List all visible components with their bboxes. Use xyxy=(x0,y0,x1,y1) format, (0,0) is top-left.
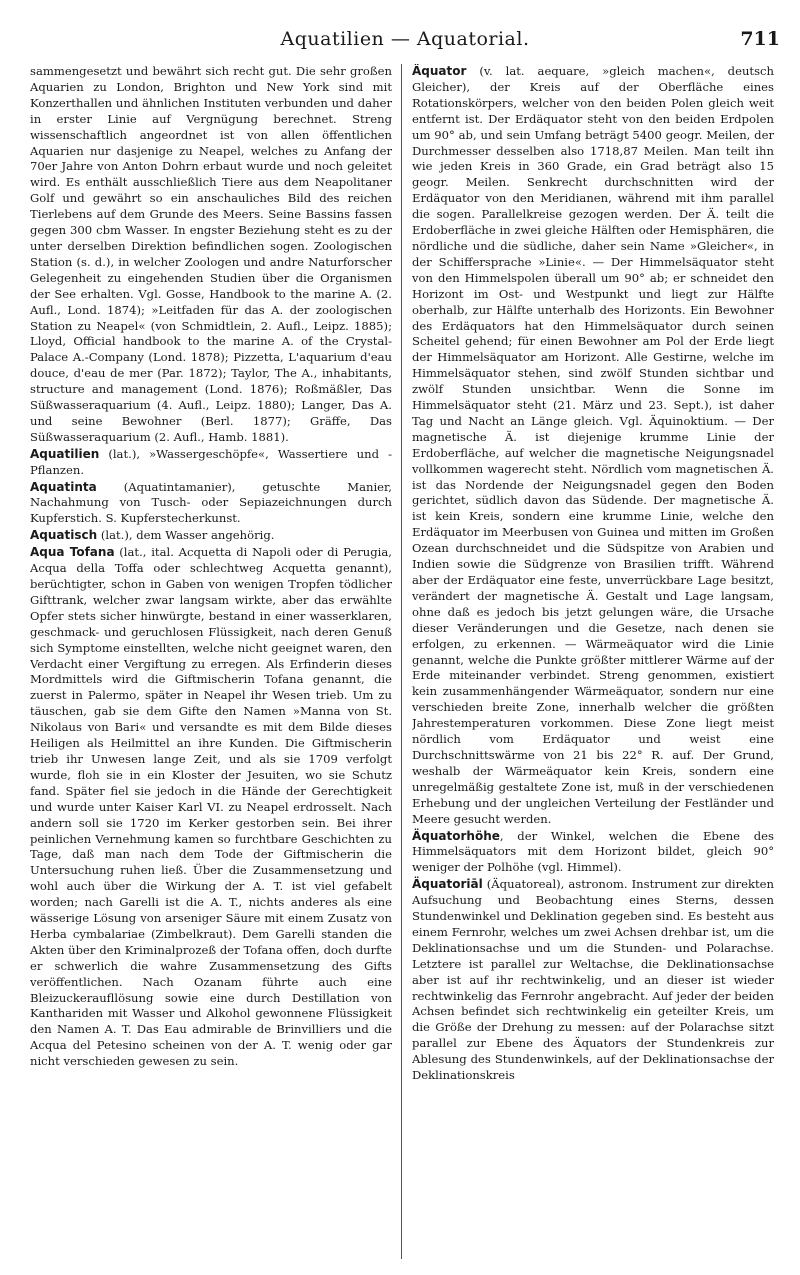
entry-headword: Aquatisch xyxy=(30,528,98,543)
entry-text: , der Winkel, welchen die Ebene des Himmelsäquators mit dem Horizont bildet, gleich 90° weniger der Polhöhe (vgl. Himmel). xyxy=(412,828,774,875)
entry-text: (v. lat. aequare, »gleich machen«, deutsch Gleicher), der Kreis auf der Oberfläche eines Rotationskörpers, welcher von den beiden Polen gleich weit entfernt ist. Der Erdäquator steht von den beiden Erdpolen um 90° ab, und sein Umfang beträgt 5400 geogr. Meilen, der Durchmesser desselben also 1718,87 Meilen. Man teilt ihn wie jeden Kreis in 360 Grade, ein Grad beträgt also 15 geogr. Meilen. Senkrecht durchschnitten wird der Erdäquator von den Meridianen, während mit ihm parallel die sogen. Parallelkreise gezogen werden. Der Ä. teilt die Erdoberfläche in zwei gleiche Hälften oder Hemisphären, die nördliche und die südliche, daher sein Name »Gleicher«, in der Schiffersprache »Linie«. — Der Himmelsäquator steht von den Himmelspolen überall um 90° ab; er schneidet den Horizont im Ost- und Westpunkt und liegt zur Hälfte oberhalb, zur Hälfte unterhalb des Horizonts. Ein Bewohner des Erdäquators hat den Himmelsäquator durch seinen Scheitel gehend; für einen Bewohner am Pol der Erde liegt der Himmelsäquator am Horizont. Alle Gestirne, welche im Himmelsäquator stehen, sind zwölf Stunden sichtbar und zwölf Stunden unsichtbar. Wenn die Sonne im Himmelsäquator steht (21. März und 23. Sept.), ist daher Tag und Nacht an Länge gleich. Vgl. Äquinoktium. — Der magnetische Ä. ist diejenige krumme Linie der Erdoberfläche, auf welcher die magnetische Neigungsnadel vollkommen wagerecht steht. Nördlich vom magnetischen Ä. ist das Nordende der Neigungsnadel gegen den Boden gerichtet, südlich davon das Südende. Der magnetische Ä. ist kein Kreis, sondern eine krumme Linie, welche den Erdäquator im Meerbusen von Guinea und mitten im Großen Ozean durchschneidet und die Südspitze von Arabien und Indien sowie die Südgrenze von Brasilien trifft. Während aber der Erdäquator eine feste, unverrückbare Lage besitzt, verändert der magnetische Ä. Gestalt und Lage langsam, ohne daß es jedoch bis jetzt gelungen wäre, die Ursache dieser Veränderungen und die Gesetze, nach denen sie erfolgen, zu erkennen. — Wärmeäquator wird die Linie genannt, welche die Punkte größter mittlerer Wärme auf der Erde miteinander verbindet. Streng genommen, existiert kein zusammenhängender Wärmeäquator, sondern nur eine verschieden breite Zone, innerhalb welcher die größten Jahrestemperaturen vorkommen. Diese Zone liegt meist nördlich vom Erdäquator und weist eine Durchschnittswärme von 21 bis 22° R. auf. Der Grund, weshalb der Wärmeäquator kein Kreis, sondern eine unregelmäßig gestaltete Zone ist, muß in der verschiedenen Erhebung und der ungleichen Verteilung der Festländer und Meere gesucht werden. xyxy=(412,64,774,826)
entry-text: (lat.), dem Wasser angehörig. xyxy=(97,528,275,543)
entry-paragraph xyxy=(412,829,774,877)
page-header xyxy=(30,28,780,54)
entry-paragraph xyxy=(412,64,774,828)
entry-headword: Äquator xyxy=(412,64,467,78)
entry-text: sammengesetzt und bewährt sich recht gut. Die sehr großen Aquarien zu London, Brighton und New York sind mit Konzerthallen und ähnlichen Instituten verbunden und daher in erster Linie auf Vergnügung berechnet. Streng wissenschaftlich angeordnet ist von allen öffentlichen Aquarien nur dasjenige zu Neapel, welches zu Anfang der 70er Jahre von Anton Dohrn erbaut wurde und noch geleitet wird. Es enthält ausschließlich Tiere aus dem Neapolitaner Golf und gewährt so ein anschauliches Bild des reichen Tierlebens auf dem Grunde des Meers. Seine Bassins fassen gegen 300 cbm Wasser. In engster Beziehung steht es zu der unter derselben Direktion befindlichen sogen. Zoologischen Station (s. d.), in welcher Zoologen und andre Naturforscher Gelegenheit zu eingehenden Studien über die Organismen der See erhalten. Vgl. Gosse, Handbook to the marine A. (2. Aufl., Lond. 1874); »Leitfaden für das A. der zoologischen Station zu Neapel« (von Schmidtlein, 2. Aufl., Leipz. 1885); Lloyd, Official handbook to the marine A. of the Crystal-Palace A.-Company (Lond. 1878); Pizzetta, L'aquarium d'eau douce, d'eau de mer (Par. 1872); Taylor, The A., inhabitants, structure and management (Lond. 1876); Roßmäßler, Das Süßwasseraquarium (4. Aufl., Leipz. 1880); Langer, Das A. und seine Bewohner (Berl. 1877); Gräffe, Das Süßwasseraquarium (2. Aufl., Hamb. 1881). xyxy=(30,64,392,444)
entry-paragraph xyxy=(30,64,392,446)
left-column xyxy=(30,64,392,1264)
entry-headword: Aqua Tofana xyxy=(30,545,115,560)
entry-text: (lat.), »Wassergeschöpfe«, Wassertiere und -Pflanzen. xyxy=(30,446,392,477)
running-title: Aquatilien — Aquatorial. xyxy=(280,28,530,50)
entry-text: (Äquatoreal), astronom. Instrument zur direkten Aufsuchung und Beobachtung eines Sterns, dessen Stundenwinkel und Deklination gegeben sind. Es besteht aus einem Fernrohr, welches um zwei Achsen drehbar ist, um die Deklinationsachse und um die Stunden- und Polarachse. Letztere ist parallel zur Weltachse, die Deklinationsachse aber ist auf ihr rechtwinkelig, und an dieser ist wieder rechtwinkelig das Fernrohr angebracht. Auf jeder der beiden Achsen befindet sich rechtwinkelig ein geteilter Kreis, um die Größe der Drehung zu messen: auf der Polarachse sitzt parallel zur Ebene des Äquators der Stundenkreis zur Ablesung des Stundenwinkels, auf der Deklinationsachse der Deklinationskreis xyxy=(412,877,774,1083)
entry-headword: Äquatorhöhe xyxy=(412,828,500,843)
entry-paragraph xyxy=(412,877,774,1084)
entry-text: (lat., ital. Acquetta di Napoli oder di Perugia, Acqua della Toffa oder schlechtweg Acquetta genannt), berüchtigter, schon in Gaben von wenigen Tropfen tödlicher Gifttrank, welcher zwar langsam wirkte, aber das erwählte Opfer stets sicher hinwürgte, bestand in einer wasserklaren, geschmack- und geruchlosen Flüssigkeit, nach deren Genuß sich Symptome einstellten, welche nicht geeignet waren, den Verdacht einer Vergiftung zu erregen. Als Erfinderin dieses Mordmittels wird die Giftmischerin Tofana genannt, die zuerst in Palermo, später in Neapel ihr Wesen trieb. Um zu täuschen, gab sie dem Gifte den Namen »Manna von St. Nikolaus von Bari« und versandte es mit dem Bilde dieses Heiligen als Heilmittel an ihre Kunden. Die Giftmischerin trieb ihr Unwesen lange Zeit, und als sie 1709 verfolgt wurde, floh sie in ein Kloster der Jesuiten, wo sie Schutz fand. Später fiel sie jedoch in die Hände der Gerechtigkeit und wurde unter Kaiser Karl VI. zu Neapel erdrosselt. Nach andern soll sie 1720 im Kerker gestorben sein. Bei ihrer peinlichen Vernehmung kamen so furchtbare Geschichten zu Tage, daß man nach dem Tode der Giftmischerin die Untersuchung ruhen ließ. Über die Zusammensetzung und wohl auch über die Wirkung der A. T. ist viel gefabelt worden; nach Garelli ist die A. T., nichts anderes als eine wässerige Lösung von arseniger Säure mit einem Zusatz von Herba cymbalariae (Zimbelkraut). Dem Garelli standen die Akten über den Kriminalprozeß der Tofana offen, doch durfte er schwerlich die wahre Zusammensetzung des Gifts veröffentlichen. Nach Ozanam führte auch eine Bleizuckeraufllösung sowie eine durch Destillation von Kanthariden mit Wasser und Alkohol gewonnene Flüssigkeit den Namen A. T. Das Eau admirable de Brinvilliers und die Acqua del Petesino scheinen von der A. T. wenig oder gar nicht verschieden gewesen zu sein. xyxy=(30,545,392,1069)
entry-paragraph xyxy=(30,545,392,1070)
entry-headword: Aquatilien xyxy=(30,446,100,461)
column-divider xyxy=(401,64,402,1259)
entry-paragraph xyxy=(30,447,392,479)
entry-paragraph xyxy=(30,480,392,528)
entry-headword: Äquatoriāl xyxy=(412,877,483,892)
page-number: 711 xyxy=(740,28,780,50)
entry-headword: Aquatinta xyxy=(30,479,97,494)
right-column xyxy=(412,64,774,1264)
entry-text: (Aquatintamanier), getuschte Manier, Nachahmung von Tusch- oder Sepiazeichnungen durch Kupferstich. S. Kupferstecherkunst. xyxy=(30,479,392,526)
entry-paragraph xyxy=(30,528,392,544)
